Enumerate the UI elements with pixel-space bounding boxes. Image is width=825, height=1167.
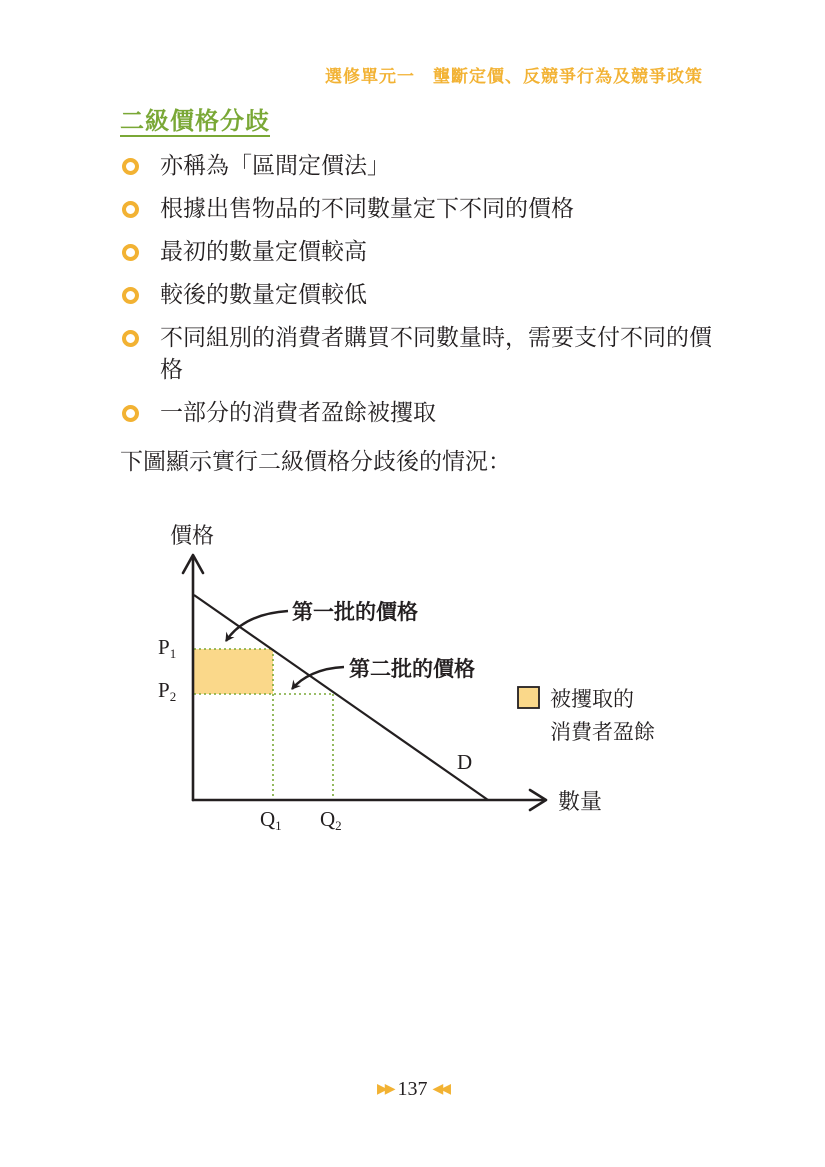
list-item — [120, 322, 720, 386]
bullet-list — [120, 150, 720, 440]
p2-letter: P — [158, 678, 170, 702]
list-item — [120, 279, 720, 311]
page-footer — [0, 1078, 825, 1101]
bullet-text: 不同組別的消費者購買不同數量時，需要支付不同的價格 — [160, 325, 712, 383]
first-batch-price-label: 第一批的價格 — [292, 600, 418, 624]
bullet-text: 一部分的消費者盈餘被攫取 — [160, 400, 436, 426]
p1-subscript: 1 — [169, 646, 177, 661]
x-axis-label: 數量 — [558, 790, 603, 815]
bullet-text: 最初的數量定價較高 — [160, 239, 367, 265]
bullet-ring-icon — [122, 158, 139, 175]
list-item — [120, 193, 720, 225]
p1-label — [158, 635, 176, 661]
q1-subscript: 1 — [275, 818, 282, 833]
second-batch-price-label: 第二批的價格 — [349, 657, 475, 681]
q1-label — [260, 807, 282, 833]
bullet-ring-icon — [122, 201, 139, 218]
bullet-ring-icon — [122, 405, 139, 422]
y-axis-label: 價格 — [170, 524, 215, 549]
legend-swatch — [518, 687, 539, 708]
list-item — [120, 150, 720, 182]
q2-label — [320, 807, 342, 833]
p2-subscript: 2 — [169, 689, 177, 704]
section-title: 二級價格分歧 — [120, 107, 270, 135]
list-item — [120, 397, 720, 429]
price-discrimination-diagram — [150, 515, 730, 845]
backward-arrows-icon: ◀◀ — [432, 1082, 449, 1097]
p1-letter: P — [158, 635, 170, 659]
list-item — [120, 236, 720, 268]
captured-surplus-area — [194, 649, 273, 694]
bullet-ring-icon — [122, 287, 139, 304]
diagram-intro: 下圖顯示實行二級價格分歧後的情況： — [120, 449, 511, 475]
legend-line2: 消費者盈餘 — [550, 720, 655, 744]
page-number: 137 — [397, 1078, 428, 1100]
q2-subscript: 2 — [335, 818, 342, 833]
q2-letter: Q — [320, 807, 336, 831]
bullet-text: 根據出售物品的不同數量定下不同的價格 — [160, 196, 574, 222]
forward-arrows-icon: ▶▶ — [376, 1082, 393, 1097]
q1-letter: Q — [260, 807, 276, 831]
first-batch-arrow-icon — [226, 611, 288, 641]
bullet-ring-icon — [122, 244, 139, 261]
p2-label — [158, 678, 176, 704]
bullet-ring-icon — [122, 330, 139, 347]
demand-curve — [194, 595, 488, 800]
legend-line1: 被攫取的 — [550, 687, 634, 711]
demand-label: D — [457, 750, 473, 774]
bullet-text: 較後的數量定價較低 — [160, 282, 367, 308]
running-header: 選修單元一 壟斷定價、反競爭行為及競爭政策 — [325, 67, 703, 87]
second-batch-arrow-icon — [292, 667, 344, 689]
bullet-text: 亦稱為「區間定價法」 — [160, 153, 390, 179]
